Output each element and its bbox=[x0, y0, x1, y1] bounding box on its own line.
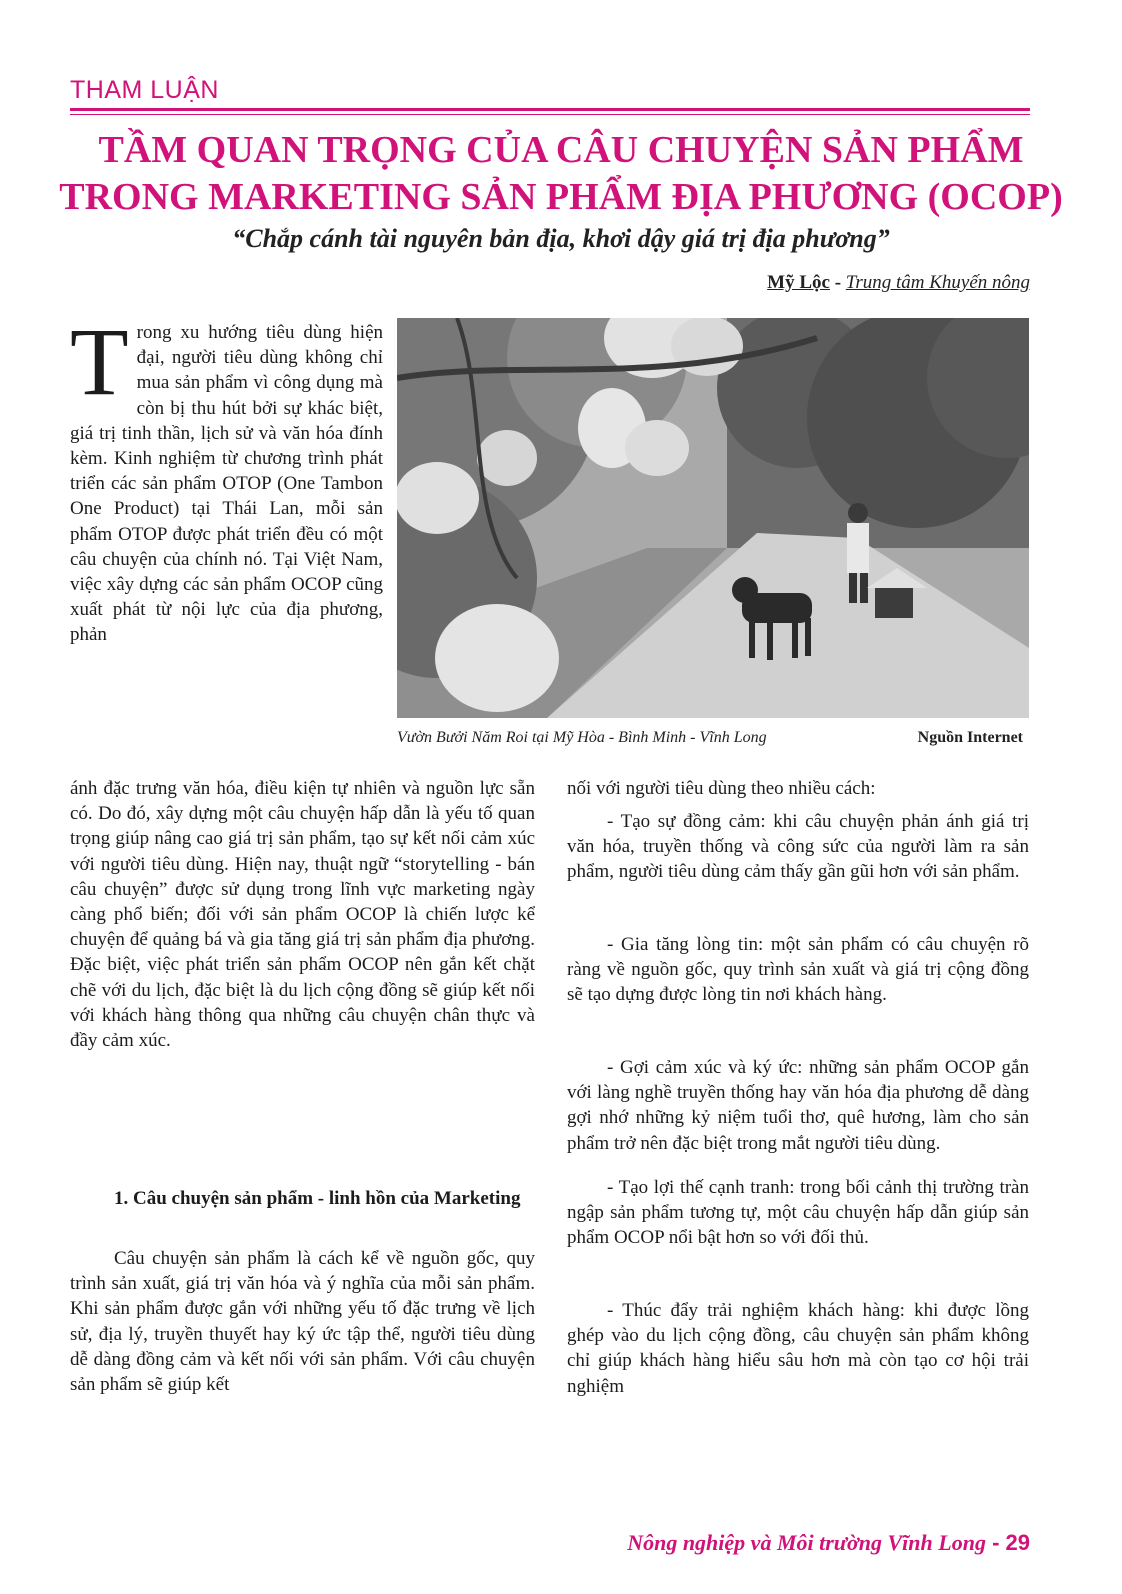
right-bullet-4: - Tạo lợi thế cạnh tranh: trong bối cảnh thị trường tràn ngập sản phẩm tương tự, một câu chuyện hấp dẫn giúp sản phẩm OCOP nổi bật hơn so với đối thủ. bbox=[567, 1177, 1029, 1249]
article-title bbox=[0, 127, 1122, 221]
right-lead: nối với người tiêu dùng theo nhiều cách: bbox=[567, 778, 876, 799]
byline bbox=[767, 272, 1030, 294]
page-footer bbox=[627, 1530, 1030, 1556]
caption-source: Nguồn Internet bbox=[917, 729, 1023, 746]
right-bullet-5: - Thúc đẩy trải nghiệm khách hàng: khi được lồng ghép vào du lịch cộng đồng, câu chuyện sản phẩm không chỉ giúp khách hàng hiểu sâu hơn mà còn tạo cơ hội trải nghiệm bbox=[567, 1300, 1029, 1397]
author-organization: Trung tâm Khuyến nông bbox=[845, 272, 1030, 293]
photo-caption bbox=[397, 729, 1029, 747]
header-rule-thin bbox=[70, 114, 1030, 115]
caption-text: Vườn Bưởi Năm Roi tại Mỹ Hòa - Bình Minh - Vĩnh Long bbox=[397, 729, 767, 746]
title-line-1: TẦM QUAN TRỌNG CỦA CÂU CHUYỆN SẢN PHẨM bbox=[98, 129, 1024, 171]
drop-cap-letter: T bbox=[70, 308, 129, 415]
section-1-heading: 1. Câu chuyện sản phẩm - linh hồn của Marketing bbox=[114, 1188, 521, 1209]
intro-paragraph bbox=[70, 308, 383, 648]
intro-continued: ánh đặc trưng văn hóa, điều kiện tự nhiên và nguồn lực sẵn có. Do đó, xây dựng một câu chuyện hấp dẫn là yếu tố quan trọng giúp nâng cao giá trị sản phẩm, tạo sự kết nối cảm xúc với người tiêu dùng. Hiện nay, thuật ngữ “storytelling - bán câu chuyện” được sử dụng trong lĩnh vực marketing ngày càng phổ biến; đối với sản phẩm OCOP là chiến lược kể chuyện để quảng bá và gia tăng giá trị sản phẩm địa phương. Đặc biệt, việc phát triển sản phẩm OCOP nên gắn kết chặt chẽ với du lịch, đặc biệt là du lịch cộng đồng sẽ giúp kết nối với khách hàng thông qua những câu chuyện chân thực và đầy cảm xúc. bbox=[70, 778, 535, 1052]
intro-narrow-text: rong xu hướng tiêu dùng hiện đại, người tiêu dùng không chỉ mua sản phẩm vì công dụng mà còn bị thu hút bởi sự khác biệt, giá trị tinh thần, lịch sử và văn hóa đính kèm. Kinh nghiệm từ chương trình phát triển các sản phẩm OTOP (One Tambon One Product) tại Thái Lan, mỗi sản phẩm OTOP được phát triển đều có một câu chuyện của chính nó. Tại Việt Nam, việc xây dựng các sản phẩm OCOP cũng xuất phát từ nội lực của địa phương, phản bbox=[70, 322, 383, 646]
page-number: 29 bbox=[1005, 1530, 1030, 1555]
right-bullet-1: - Tạo sự đồng cảm: khi câu chuyện phản ánh giá trị văn hóa, truyền thống và công sức của người làm ra sản phẩm, người tiêu dùng cảm thấy gần gũi hơn với sản phẩm. bbox=[567, 811, 1029, 883]
section-1-paragraph: Câu chuyện sản phẩm là cách kể về nguồn gốc, quy trình sản xuất, giá trị văn hóa và ý nghĩa của mỗi sản phẩm. Khi sản phẩm được gắn với những yếu tố đặc trưng về lịch sử, địa lý, truyền thuyết hay ký ức tập thể, người tiêu dùng dễ dàng đồng cảm và kết nối với sản phẩm. Với câu chuyện sản phẩm sẽ giúp kết bbox=[70, 1248, 535, 1396]
right-bullet-2: - Gia tăng lòng tin: một sản phẩm có câu chuyện rõ ràng về nguồn gốc, quy trình sản xuất và giá trị cộng đồng sẽ tạo dựng được lòng tin nơi khách hàng. bbox=[567, 934, 1029, 1006]
article-subtitle: “Chắp cánh tài nguyên bản địa, khơi dậy giá trị địa phương” bbox=[232, 224, 890, 253]
author-name: Mỹ Lộc bbox=[767, 272, 830, 293]
header-rule bbox=[70, 108, 1030, 111]
magazine-name: Nông nghiệp và Môi trường Vĩnh Long bbox=[627, 1530, 986, 1555]
article-photo bbox=[397, 318, 1029, 718]
byline-separator: - bbox=[829, 272, 846, 293]
section-label: THAM LUẬN bbox=[70, 76, 219, 104]
footer-separator: - bbox=[985, 1530, 1006, 1555]
right-bullet-3: - Gợi cảm xúc và ký ức: những sản phẩm OCOP gắn với làng nghề truyền thống hay văn hóa địa phương dễ dàng gợi nhớ những kỷ niệm tuổi thơ, quê hương, làm cho sản phẩm trở nên đặc biệt trong mắt người tiêu dùng. bbox=[567, 1057, 1029, 1154]
title-line-2: TRONG MARKETING SẢN PHẨM ĐỊA PHƯƠNG (OCOP) bbox=[59, 176, 1063, 218]
